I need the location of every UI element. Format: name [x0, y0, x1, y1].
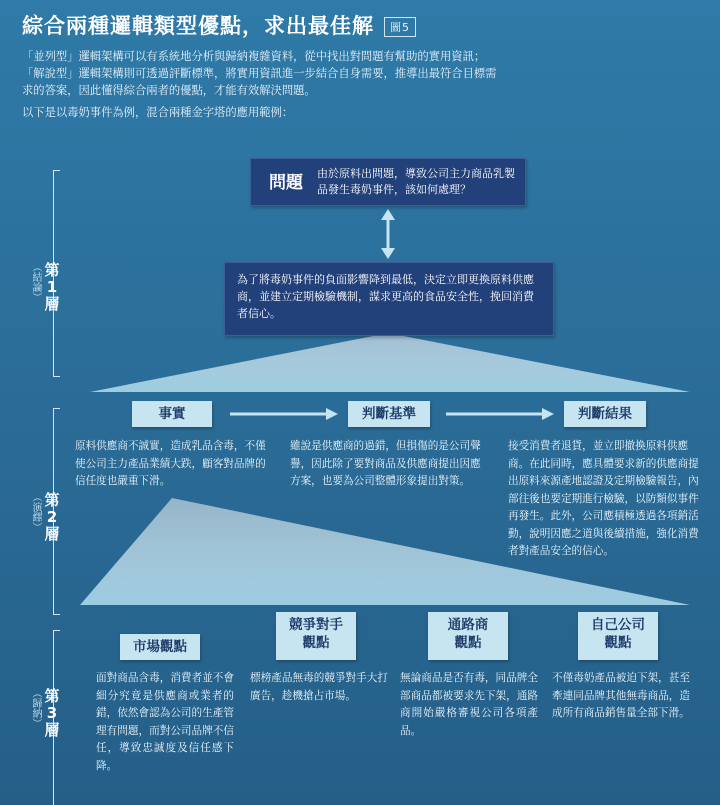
arrow-right-icon	[230, 408, 338, 420]
problem-text: 由於原料出問題，導致公司主力商品乳製品發生毒奶事件，該如何處理？	[317, 167, 515, 196]
result-text: 接受消費者退貨，並立即撤換原料供應商。在此同時，應具體要求新的供應商提出原料來源產地認證及定期檢驗報告，內部往後也要定期進行檢驗，以防類似事件再發生。此外，公司應積極透過各項銷活動，說明因應之道與後續措施，強化消費者對產品安全的信心。	[508, 440, 699, 557]
competitor-view-text: 標榜產品無毒的競爭對手大打廣告，趁機搶占市場。	[250, 672, 388, 702]
channel-view-text: 無論商品是否有毒，同品牌全部商品都被要求先下架，通路商開始嚴格審視公司各項產品。	[400, 672, 538, 737]
intro-line: 「解說型」邏輯架構則可透過評斷標準，將實用資訊進一步結合自身需要，推導出最符合目標需	[22, 67, 497, 80]
level2-bracket-tick	[53, 408, 60, 409]
own-company-view-text: 不僅毒奶產品被迫下架，甚至牽連同品牌其他無毒商品，造成所有商品銷售量全部下滑。	[552, 672, 690, 719]
level2-sub-label: （演繹）	[30, 492, 41, 532]
level2-label: 第 2 層	[44, 491, 60, 543]
problem-label: 問題	[269, 173, 303, 193]
conclusion-text: 為了將毒奶事件的負面影響降到最低，決定立即更換原料供應商，並建立定期檢驗機制，謀求更高的食品安全性，挽回消費者信心。	[237, 273, 534, 320]
fact-text: 原料供應商不誠實，造成乳品含毒，不僅使公司主力產品業績大跌，顧客對品牌的信任度也嚴重下滑。	[75, 440, 266, 487]
level3-sub-label: （歸納）	[30, 688, 41, 728]
level3-label: 第 3 層	[44, 687, 60, 739]
level3-bracket-tick	[53, 630, 60, 631]
figure-tag: 圖5	[384, 17, 416, 37]
competitor-view-box: 競爭對手 觀點	[276, 612, 356, 660]
level2-bracket-tick	[53, 614, 60, 615]
level1-bracket-tick	[53, 376, 60, 377]
intro-line: 「並列型」邏輯架構可以有系統地分析與歸納複雜資料，從中找出對問題有幫助的實用資訊；	[22, 50, 486, 63]
market-view-box: 市場觀點	[120, 634, 200, 660]
problem-box	[250, 158, 526, 206]
criteria-text: 雖說是供應商的過錯，但損傷的是公司聲譽，因此除了要對商品及供應商提出因應方案，也要為公司整體形象提出對策。	[290, 440, 481, 487]
intro-line: 求的答案，因此懂得綜合兩者的優點，才能有效解決問題。	[22, 84, 316, 97]
criteria-box: 判斷基準	[348, 401, 430, 427]
own-company-view-box: 自己公司 觀點	[578, 612, 658, 660]
double-arrow-icon	[381, 209, 395, 259]
level1-label: 第 1 層	[44, 261, 60, 313]
page-title: 綜合兩種邏輯類型優點，求出最佳解 圖5	[22, 10, 416, 40]
level1-bracket-tick	[53, 170, 60, 171]
market-view-text: 面對商品含毒，消費者並不會細分究竟是供應商或業者的錯，依然會認為公司的生產管理有問題，而對公司品牌不信任，導致忠誠度及信任感下降。	[96, 672, 234, 772]
intro-example: 以下是以毒奶事件為例，混合兩種金字塔的應用範例：	[22, 106, 294, 119]
pyramid-level1-to-2	[90, 333, 690, 392]
level1-sub-label: （結論）	[30, 262, 41, 302]
conclusion-box	[224, 262, 554, 336]
fact-box: 事實	[132, 401, 212, 427]
channel-view-box: 通路商 觀點	[428, 612, 508, 660]
result-box: 判斷結果	[564, 401, 646, 427]
arrow-right-icon	[446, 408, 554, 420]
